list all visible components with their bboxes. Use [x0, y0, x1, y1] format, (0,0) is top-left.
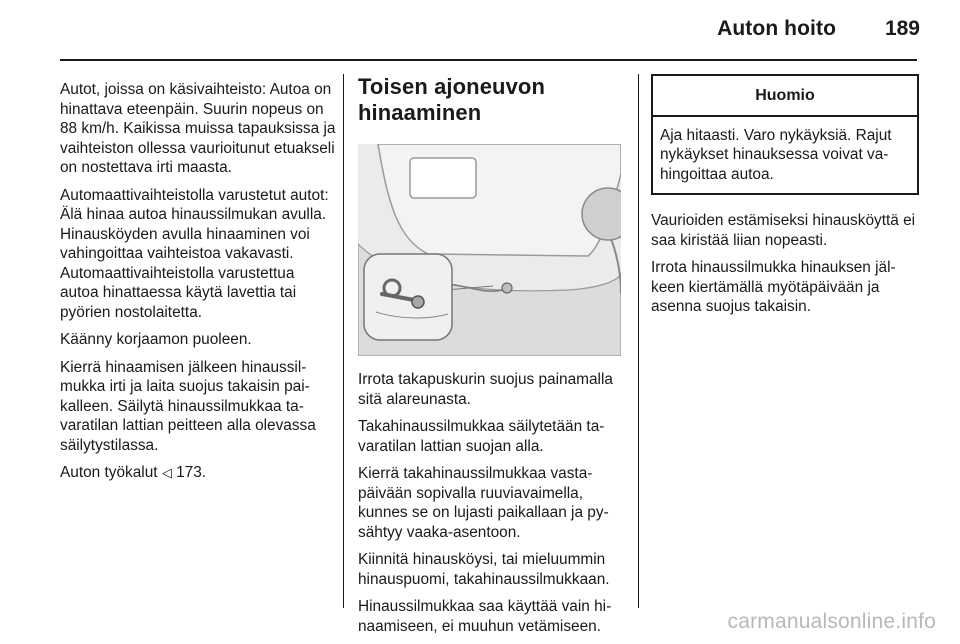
tools-reference-page[interactable]: 173.: [176, 464, 207, 481]
paragraph-screw-in: Kierrä takahinaussilmukkaa vastapäivään sopivalla ruuviavaimella, kunnes se on lujasti paikallaan ja pysähtyy vaaka-asentoon.: [358, 465, 609, 541]
header-rule: [60, 59, 917, 61]
reference-arrow-icon: ◁: [161, 465, 172, 480]
paragraph-rope-tension: Vaurioiden estämiseksi hinausköyttä ei saa kiristää liian nopeasti.: [651, 212, 916, 249]
column-divider-1: [343, 74, 344, 608]
paragraph-usage-limit: Hinaussilmukkaa saa käyttää vain hinaamiseen, ei muuhun vetämiseen.: [358, 598, 612, 635]
section-heading: Toisen ajoneuvon hinaaminen: [358, 74, 545, 125]
page-number: 189: [884, 17, 920, 40]
paragraph-remove-towing-eye: Irrota hinaussilmukka hinauksen jälkeen kiertämällä myötäpäivään ja asenna suojus takaisin.: [651, 259, 896, 315]
paragraph-remove-cover: Irrota takapuskurin suojus painamalla sitä alareunasta.: [358, 371, 613, 408]
text-column-left: [60, 80, 336, 491]
section-title: Auton hoito: [717, 17, 836, 40]
paragraph-automatic-transmission: Automaattivaihteistolla varustetut autot: Älä hinaa autoa hinaussilmukan avulla. Hinausköyden avulla hinaaminen voi vahingoittaa vaihteistoa vakavasti. Automaattivaihteistolla varustettua autoa hinattaessa käytä lavettia tai pyörien nostolaitetta.: [60, 186, 329, 321]
paragraph-workshop: Käänny korjaamon puoleen.: [60, 331, 252, 348]
paragraph-manual-transmission: Autot, joissa on käsivaihteisto: Autoa on hinattava eteenpäin. Suurin nopeus on 88 km/h. Kaikissa muissa tapauksissa ja vaihteiston ollessa vaurioitunut etuakseli on nostettava irti maasta.: [60, 81, 336, 176]
illustration-svg: [358, 144, 621, 356]
text-column-middle: [358, 74, 624, 644]
notice-box: [651, 74, 919, 195]
paragraph-attach-rope: Kiinnitä hinausköysi, tai mieluummin hinauspuomi, takahinaussilmukkaan.: [358, 551, 610, 588]
paragraph-storage: Takahinaussilmukkaa säilytetään tavaratilan lattian suojan alla.: [358, 418, 605, 455]
notice-title: Huomio: [653, 76, 917, 117]
tools-reference-text: Auton työkalut: [60, 464, 158, 481]
rear-towing-eye-illustration: [358, 144, 621, 356]
paragraph-tools-reference: [60, 463, 336, 483]
column-divider-2: [638, 74, 639, 608]
notice-body: Aja hitaasti. Varo nykäyksiä. Rajut nykäykset hinauksessa voivat vahingoittaa autoa.: [660, 126, 892, 183]
text-column-right: [651, 74, 919, 325]
watermark: carmanualsonline.info: [727, 610, 936, 633]
paragraph-after-towing: Kierrä hinaamisen jälkeen hinaussilmukka irti ja laita suojus takaisin paikalleen. Säilytä hinaussilmukkaa tavaratilan lattian peitteen alla olevassa säilytystilassa.: [60, 358, 316, 454]
